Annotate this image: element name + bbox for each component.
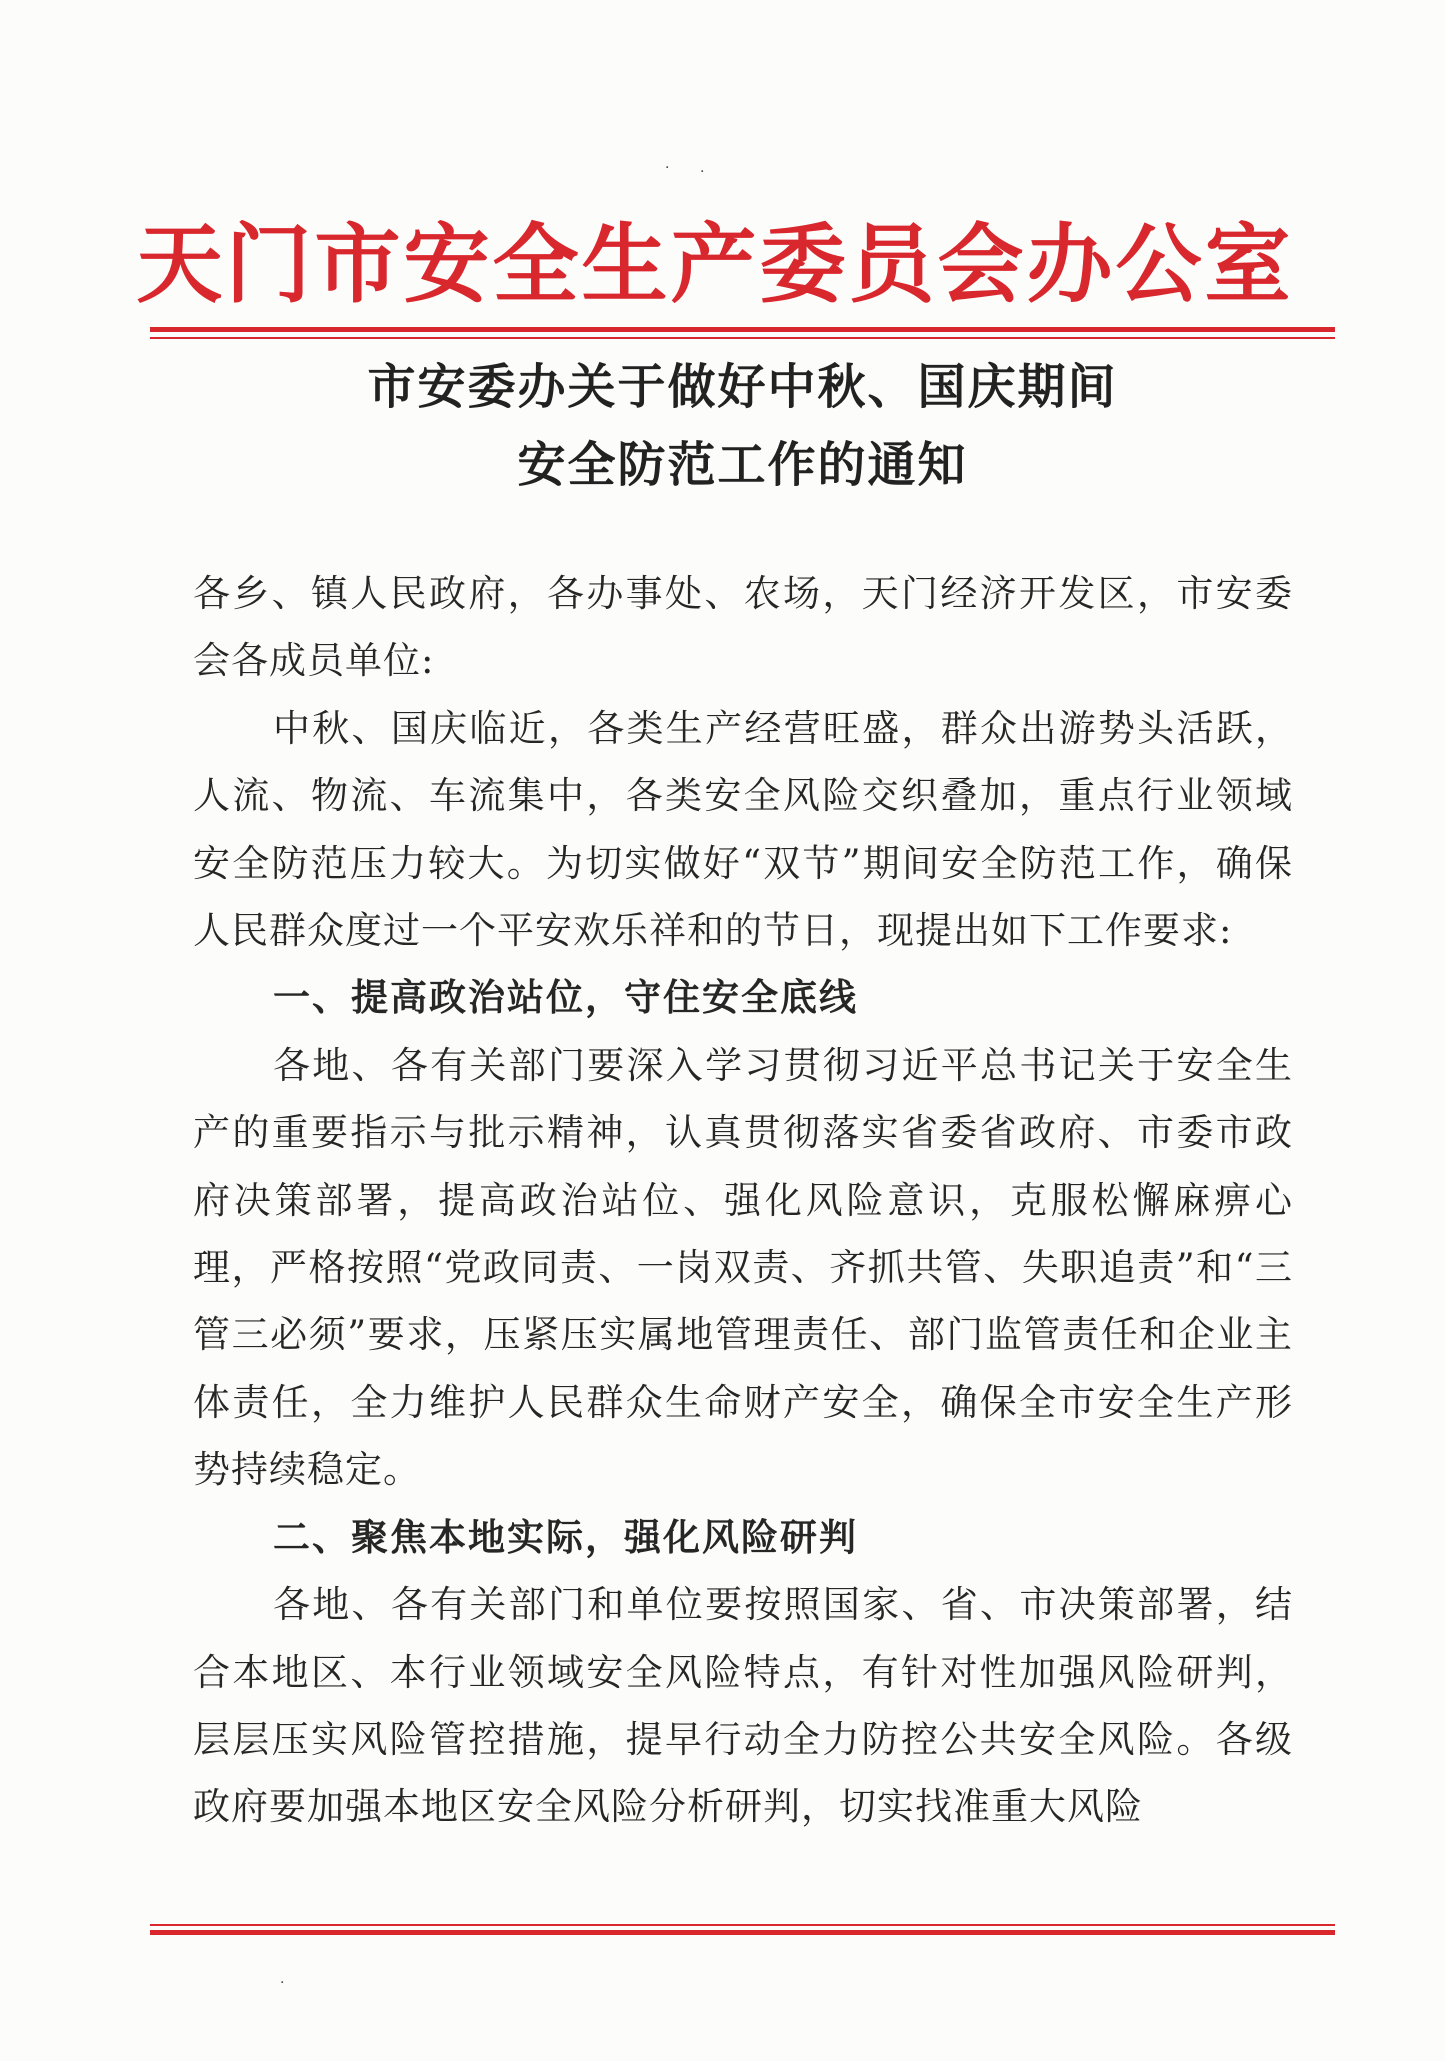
footer-rule-thick	[150, 1930, 1335, 1935]
issuer-header: 天门市安全生产委员会办公室	[136, 214, 1294, 315]
document-title-line-1: 市安委办关于做好中秋、国庆期间	[367, 359, 1118, 415]
header-rule-thin	[150, 337, 1335, 339]
header-rule-thick	[150, 327, 1335, 332]
scan-speck: ·	[700, 164, 705, 180]
document-title-line-2: 安全防范工作的通知	[517, 437, 968, 493]
section-1-heading: 一、提高政治站位，守住安全底线	[273, 976, 858, 1020]
scan-speck: ·	[280, 1975, 285, 1991]
document-body	[193, 560, 1293, 1841]
addressee: 各乡、镇人民政府，各办事处、农场，天门经济开发区，市安委会各成员单位:	[193, 572, 1293, 683]
section-2-paragraph: 各地、各有关部门和单位要按照国家、省、市决策部署，结合本地区、本行业领域安全风险特点，有针对性加强风险研判，层层压实风险管控措施，提早行动全力防控公共安全风险。各级政府要加强本地区安全风险分析研判，切实找准重大风险	[193, 1583, 1293, 1829]
section-1-paragraph: 各地、各有关部门要深入学习贯彻习近平总书记关于安全生产的重要指示与批示精神，认真贯彻落实省委省政府、市委市政府决策部署，提高政治站位、强化风险意识，克服松懈麻痹心理，严格按照“党政同责、一岗双责、齐抓共管、失职追责”和“三管三必须”要求，压紧压实属地管理责任、部门监管责任和企业主体责任，全力维护人民群众生命财产安全，确保全市安全生产形势持续稳定。	[193, 1043, 1293, 1492]
section-2-heading: 二、聚焦本地实际，强化风险研判	[273, 1515, 858, 1559]
intro-paragraph: 中秋、国庆临近，各类生产经营旺盛，群众出游势头活跃，人流、物流、车流集中，各类安全风险交织叠加，重点行业领域安全防范压力较大。为切实做好“双节”期间安全防范工作，确保人民群众度过一个平安欢乐祥和的节日，现提出如下工作要求:	[193, 706, 1293, 953]
footer-rule-thin	[150, 1924, 1335, 1926]
scan-speck: ·	[665, 160, 670, 176]
